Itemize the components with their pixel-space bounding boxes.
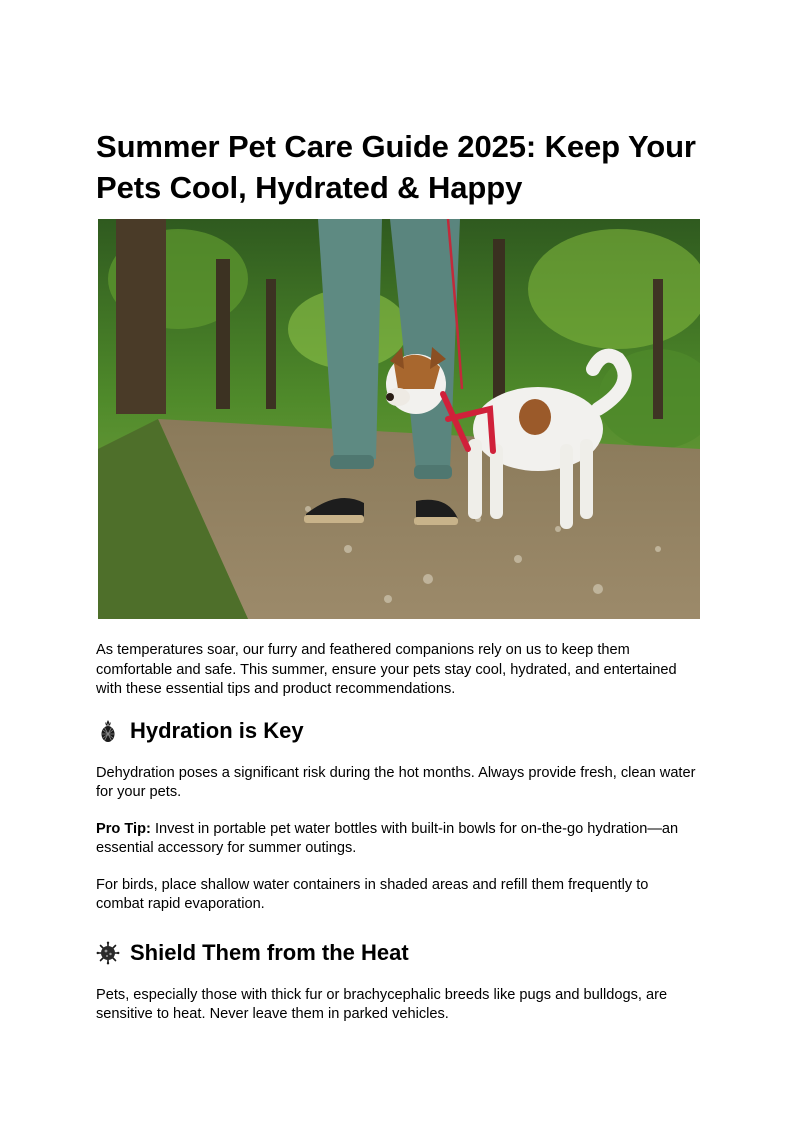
document-page bbox=[96, 126, 700, 1025]
section-heading-label: Shield Them from the Heat bbox=[130, 939, 409, 965]
pro-tip-label: Pro Tip: bbox=[96, 820, 151, 837]
birds-paragraph: For birds, place shallow water containers in shaded areas and refill them frequently to combat rapid evaporation. bbox=[96, 876, 649, 912]
pineapple-icon bbox=[96, 719, 120, 743]
section-heading-hydration bbox=[96, 717, 700, 745]
page-title: Summer Pet Care Guide 2025: Keep Your Pets Cool, Hydrated & Happy bbox=[96, 129, 696, 205]
pro-tip-paragraph bbox=[96, 820, 700, 859]
hero-image-dog-walk bbox=[98, 219, 700, 619]
hydration-paragraph: Dehydration poses a significant risk during the hot months. Always provide fresh, clean water for your pets. bbox=[96, 764, 696, 800]
pro-tip-text: Invest in portable pet water bottles with built-in bowls for on-the-go hydration—an essential accessory for summer outings. bbox=[96, 820, 679, 856]
intro-paragraph: As temperatures soar, our furry and feathered companions rely on us to keep them comfortable and safe. This summer, ensure your pets stay cool, hydrated, and entertained with these essential tips and product recommendations. bbox=[96, 642, 677, 697]
section-heading-label: Hydration is Key bbox=[130, 717, 304, 743]
virus-icon bbox=[96, 941, 120, 965]
heat-paragraph: Pets, especially those with thick fur or brachycephalic breeds like pugs and bulldogs, are sensitive to heat. Never leave them in parked vehicles. bbox=[96, 986, 668, 1022]
section-heading-heat bbox=[96, 939, 700, 967]
